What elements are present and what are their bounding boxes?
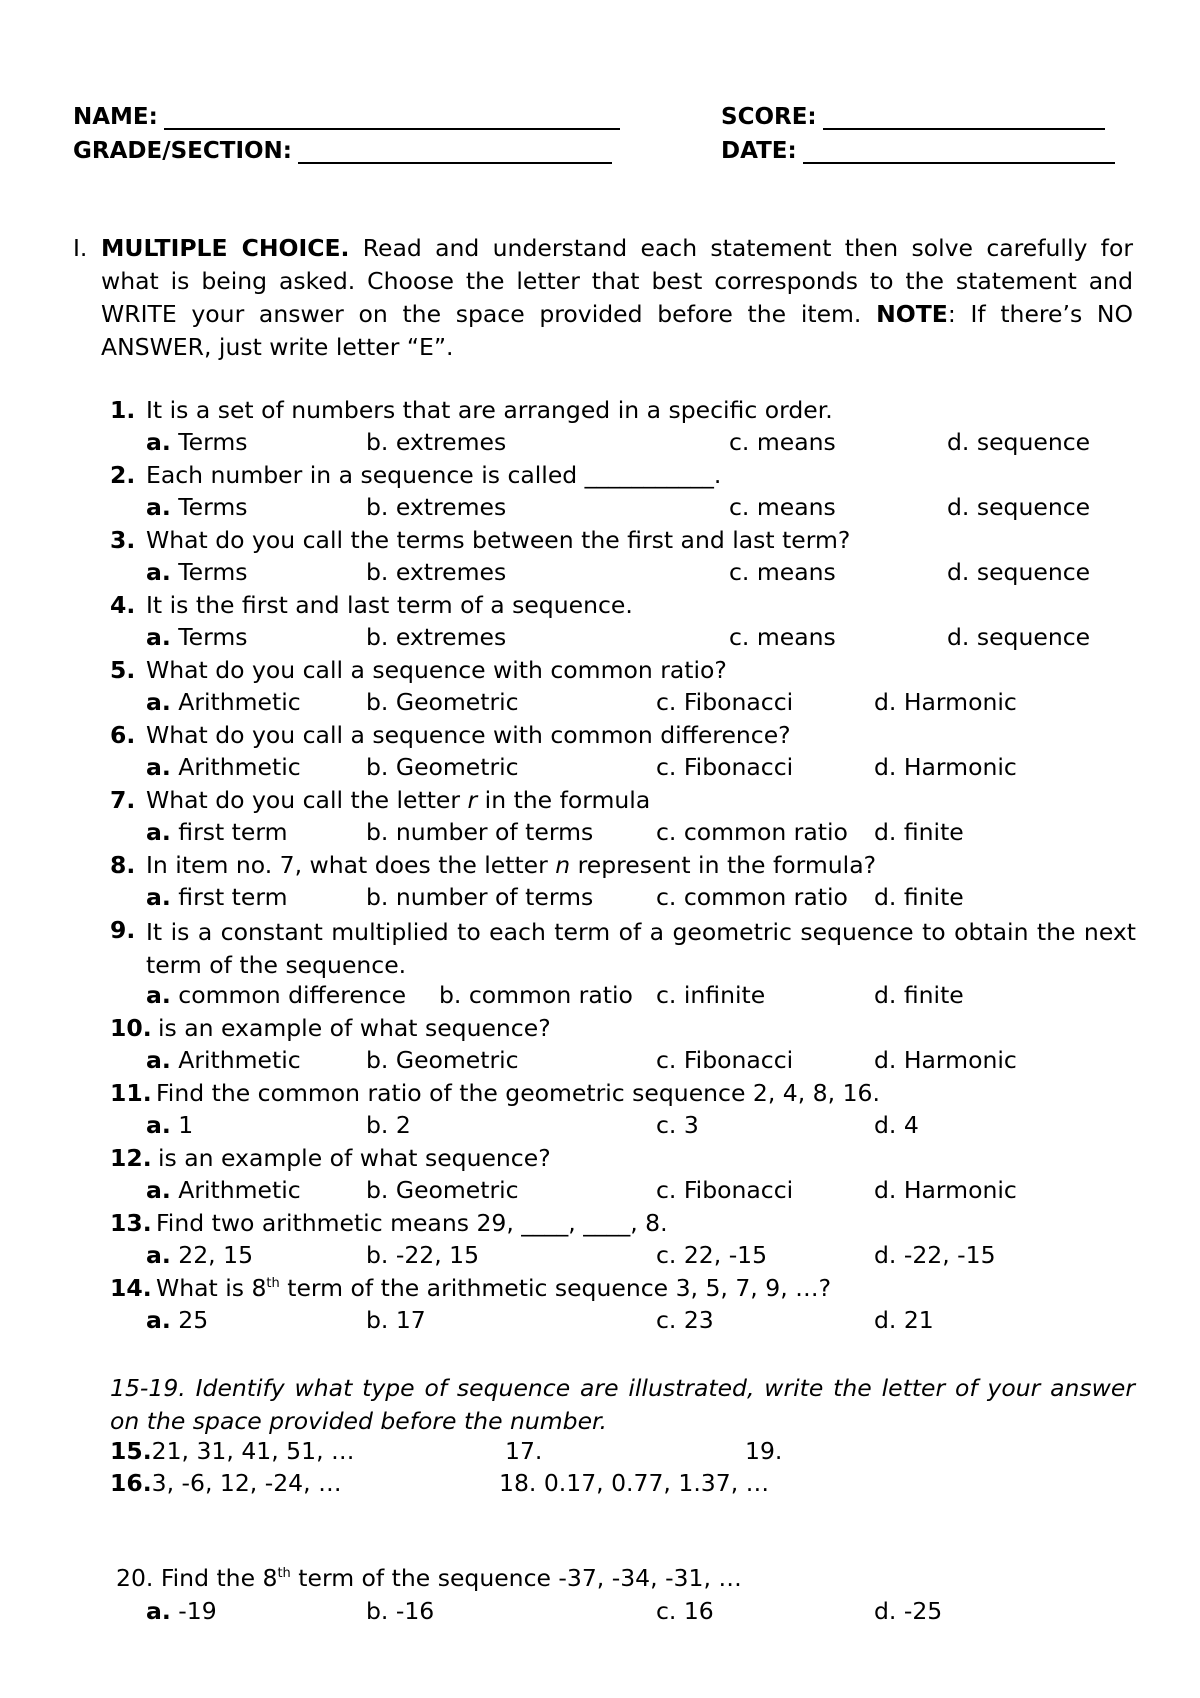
item-19: 19. xyxy=(745,1437,783,1465)
note-label: NOTE xyxy=(876,300,948,328)
option-a xyxy=(146,623,248,651)
question-text-end: in the formula xyxy=(477,786,651,814)
question-9 xyxy=(110,916,1136,979)
question-text: Each number in a sequence is called ___________. xyxy=(146,461,722,489)
score-blank xyxy=(823,106,1105,130)
part2-instruction: 15-19. Identify what type of sequence are illustrated, write the letter of your answer on the space provided before the number. xyxy=(110,1374,1135,1435)
item-17: 17. xyxy=(505,1437,543,1465)
item-15 xyxy=(110,1437,355,1465)
option-c: c. means xyxy=(729,623,836,651)
option-d: d. 4 xyxy=(874,1111,919,1139)
question-text: What do you call the terms between the first and last term? xyxy=(146,526,851,554)
option-a xyxy=(146,493,248,521)
question-number: 14. xyxy=(110,1274,152,1302)
item-number: 16. xyxy=(110,1469,152,1497)
instruction-part-a: Read and understand each statement then solve carefully for what is being asked. Choose the letter that best corresponds to the statement and WRITE your answer on the space provided before the item. xyxy=(101,234,1133,328)
question-text xyxy=(146,851,876,879)
option-b: b. extremes xyxy=(366,428,507,456)
question-text: It is a set of numbers that are arranged in a specific order. xyxy=(146,396,833,424)
option-c: c. Fibonacci xyxy=(656,688,794,716)
question-number: 9. xyxy=(110,916,136,944)
question-10 xyxy=(110,1014,551,1042)
option-d: d. Harmonic xyxy=(874,753,1017,781)
question-number: 8. xyxy=(110,851,136,879)
question-number: 5. xyxy=(110,656,136,684)
date-label: DATE: xyxy=(721,138,797,164)
option-c: c. means xyxy=(729,428,836,456)
option-d: d. sequence xyxy=(947,623,1091,651)
option-d: d. finite xyxy=(874,818,964,846)
question-text-start: What is 8 xyxy=(156,1274,267,1302)
question-6 xyxy=(110,721,791,749)
question-text: Find the common ratio of the geometric sequence 2, 4, 8, 16. xyxy=(156,1079,880,1107)
option-letter: a. xyxy=(146,493,171,521)
option-letter: a. xyxy=(146,1241,171,1269)
option-d: d. -22, -15 xyxy=(874,1241,996,1269)
grade-row xyxy=(73,138,612,164)
option-d: d. Harmonic xyxy=(874,688,1017,716)
question-14 xyxy=(110,1274,832,1302)
date-row xyxy=(721,138,1115,164)
option-text: -19 xyxy=(178,1597,217,1625)
option-text: first term xyxy=(178,883,288,911)
option-text: Terms xyxy=(178,493,248,521)
ordinal-suffix: th xyxy=(277,1566,291,1582)
question-number: 10. xyxy=(110,1014,152,1042)
question-text xyxy=(146,786,650,814)
option-text: common difference xyxy=(178,981,407,1009)
option-b: b. Geometric xyxy=(366,1046,519,1074)
option-d: d. finite xyxy=(874,981,964,1009)
option-a xyxy=(146,1306,208,1334)
question-text: Find two arithmetic means 29, ____, ____, 8. xyxy=(156,1209,668,1237)
question-number: 3. xyxy=(110,526,136,554)
question-1 xyxy=(110,396,833,424)
question-text: is an example of what sequence? xyxy=(158,1144,551,1172)
option-c: c. Fibonacci xyxy=(656,1046,794,1074)
question-7 xyxy=(110,786,651,814)
variable-r: r xyxy=(467,786,478,814)
option-d: d. finite xyxy=(874,883,964,911)
option-c: c. means xyxy=(729,558,836,586)
option-a xyxy=(146,688,301,716)
option-letter: a. xyxy=(146,1111,171,1139)
option-letter: a. xyxy=(146,1306,171,1334)
option-letter: a. xyxy=(146,623,171,651)
question-3 xyxy=(110,526,851,554)
option-text: 1 xyxy=(178,1111,194,1139)
question-text: is an example of what sequence? xyxy=(158,1014,551,1042)
option-a xyxy=(146,753,301,781)
option-text: Terms xyxy=(178,623,248,651)
question-text-end: term of the arithmetic sequence 3, 5, 7, 9, …? xyxy=(279,1274,832,1302)
option-letter: a. xyxy=(146,883,171,911)
name-label: NAME: xyxy=(73,104,158,130)
question-text: It is the first and last term of a sequence. xyxy=(146,591,633,619)
option-c: c. 23 xyxy=(656,1306,714,1334)
option-text: Arithmetic xyxy=(178,688,301,716)
question-number: 1. xyxy=(110,396,136,424)
option-c: c. 16 xyxy=(656,1597,714,1625)
option-d: d. sequence xyxy=(947,493,1091,521)
question-12 xyxy=(110,1144,551,1172)
option-a xyxy=(146,1597,217,1625)
option-d: d. sequence xyxy=(947,558,1091,586)
option-b: b. -16 xyxy=(366,1597,435,1625)
question-number: 2. xyxy=(110,461,136,489)
option-c: c. means xyxy=(729,493,836,521)
question-number: 12. xyxy=(110,1144,152,1172)
question-text-start: In item no. 7, what does the letter xyxy=(146,851,556,879)
section-number: I. xyxy=(73,234,88,262)
question-2 xyxy=(110,461,722,489)
option-letter: a. xyxy=(146,428,171,456)
option-letter: a. xyxy=(146,558,171,586)
option-text: first term xyxy=(178,818,288,846)
question-text: What do you call a sequence with common difference? xyxy=(146,721,791,749)
question-11 xyxy=(110,1079,880,1107)
question-text-start: 20. Find the 8 xyxy=(116,1564,278,1592)
option-a xyxy=(146,1241,253,1269)
instruction-text xyxy=(101,232,1133,364)
question-number: 7. xyxy=(110,786,136,814)
option-text: Terms xyxy=(178,428,248,456)
option-c: c. infinite xyxy=(656,981,766,1009)
option-c: c. Fibonacci xyxy=(656,1176,794,1204)
name-blank xyxy=(164,106,620,130)
option-a xyxy=(146,818,288,846)
option-letter: a. xyxy=(146,981,171,1009)
score-row xyxy=(721,104,1105,130)
item-18: 18. 0.17, 0.77, 1.37, … xyxy=(499,1469,770,1497)
option-c: c. common ratio xyxy=(656,818,848,846)
item-number: 15. xyxy=(110,1437,152,1465)
option-d: d. sequence xyxy=(947,428,1091,456)
question-text-start: What do you call the letter xyxy=(146,786,468,814)
name-row xyxy=(73,104,620,130)
section-instructions xyxy=(73,232,1133,364)
option-d: d. -25 xyxy=(874,1597,943,1625)
question-text xyxy=(156,1274,831,1302)
instruction-part-b: : If there’s NO ANSWER, just write letter “E”. xyxy=(101,300,1133,361)
option-letter: a. xyxy=(146,753,171,781)
option-b: b. 2 xyxy=(366,1111,411,1139)
option-c: c. 22, -15 xyxy=(656,1241,768,1269)
option-a xyxy=(146,981,406,1009)
option-b: b. 17 xyxy=(366,1306,426,1334)
option-c: c. 3 xyxy=(656,1111,699,1139)
grade-blank xyxy=(298,140,612,164)
option-letter: a. xyxy=(146,1597,171,1625)
variable-n: n xyxy=(555,851,571,879)
section-title: MULTIPLE CHOICE. xyxy=(101,234,350,262)
option-d: d. 21 xyxy=(874,1306,934,1334)
option-a xyxy=(146,428,248,456)
question-text-end: represent in the formula? xyxy=(570,851,877,879)
option-c: c. common ratio xyxy=(656,883,848,911)
option-a xyxy=(146,1111,193,1139)
question-4 xyxy=(110,591,633,619)
option-a xyxy=(146,558,248,586)
question-text-end: term of the sequence -37, -34, -31, … xyxy=(290,1564,742,1592)
grade-label: GRADE/SECTION: xyxy=(73,138,292,164)
question-5 xyxy=(110,656,727,684)
option-b: b. Geometric xyxy=(366,753,519,781)
score-label: SCORE: xyxy=(721,104,817,130)
option-b: b. number of terms xyxy=(366,883,594,911)
question-text: It is a constant multiplied to each term of a geometric sequence to obtain the next term of the sequence. xyxy=(146,918,1136,979)
question-8 xyxy=(110,851,877,879)
option-letter: a. xyxy=(146,1046,171,1074)
option-text: Arithmetic xyxy=(178,1046,301,1074)
question-number: 4. xyxy=(110,591,136,619)
option-letter: a. xyxy=(146,1176,171,1204)
option-text: 22, 15 xyxy=(178,1241,254,1269)
question-number: 13. xyxy=(110,1209,152,1237)
option-b: b. Geometric xyxy=(366,1176,519,1204)
option-text: Arithmetic xyxy=(178,753,301,781)
option-text: 25 xyxy=(178,1306,209,1334)
option-text: Terms xyxy=(178,558,248,586)
option-d: d. Harmonic xyxy=(874,1176,1017,1204)
option-b: b. number of terms xyxy=(366,818,594,846)
option-b: b. -22, 15 xyxy=(366,1241,480,1269)
option-d: d. Harmonic xyxy=(874,1046,1017,1074)
option-letter: a. xyxy=(146,818,171,846)
option-b: b. extremes xyxy=(366,558,507,586)
question-20 xyxy=(116,1564,742,1592)
option-letter: a. xyxy=(146,688,171,716)
question-13 xyxy=(110,1209,668,1237)
option-b: b. common ratio xyxy=(439,981,633,1009)
option-b: b. extremes xyxy=(366,493,507,521)
sequence-text: 3, -6, 12, -24, … xyxy=(151,1469,342,1497)
option-c: c. Fibonacci xyxy=(656,753,794,781)
option-text: Arithmetic xyxy=(178,1176,301,1204)
option-a xyxy=(146,1046,301,1074)
option-a xyxy=(146,1176,301,1204)
question-number: 11. xyxy=(110,1079,152,1107)
option-b: b. Geometric xyxy=(366,688,519,716)
question-number: 6. xyxy=(110,721,136,749)
option-b: b. extremes xyxy=(366,623,507,651)
question-text: What do you call a sequence with common ratio? xyxy=(146,656,727,684)
date-blank xyxy=(803,140,1115,164)
sequence-text: 21, 31, 41, 51, … xyxy=(151,1437,355,1465)
item-16 xyxy=(110,1469,342,1497)
option-a xyxy=(146,883,288,911)
ordinal-suffix: th xyxy=(266,1276,280,1292)
